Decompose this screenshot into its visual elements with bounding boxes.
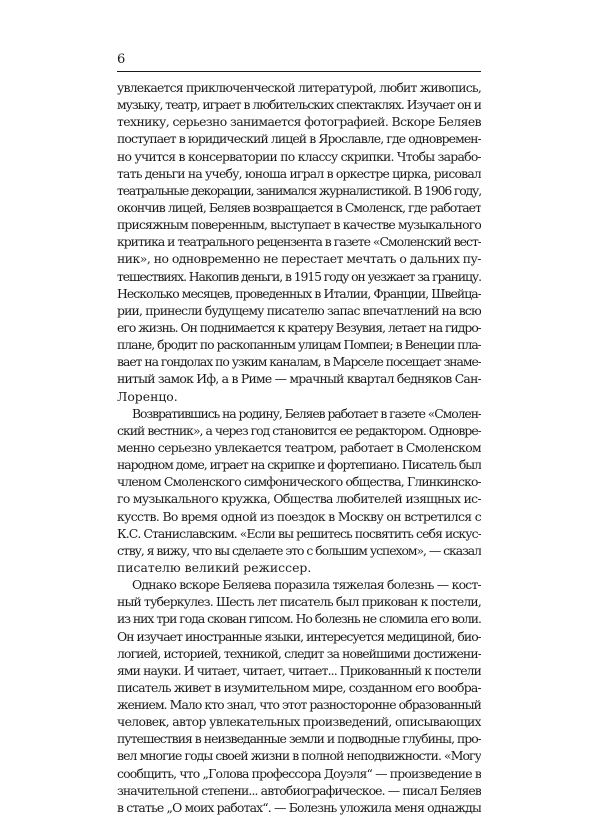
- text-line: Он изучает иностранные языки, интересуется медициной, био-: [117, 628, 481, 644]
- text-line: его жизнь. Он поднимается к кратеру Везувия, летает на гидро-: [117, 319, 481, 335]
- text-line: логией, историей, техникой, следит за новейшими достижени-: [117, 645, 481, 661]
- text-line: из них три года скован гипсом. Но болезнь не сломила его воли.: [117, 611, 481, 627]
- text-line: в статье „О моих работах“. — Болезнь уложила меня однажды: [117, 799, 481, 815]
- page-number: 6: [117, 52, 126, 67]
- text-line: путешествия в неизведанные земли и подводные глубины, про-: [117, 731, 481, 747]
- text-line: сообщить, что „Голова профессора Доуэля“ — произведение в: [117, 765, 481, 781]
- text-line: Несколько месяцев, проведенных в Италии, Франции, Швейца-: [117, 285, 481, 301]
- text-line: членом Смоленского симфонического общества, Глинкинско-: [117, 474, 481, 490]
- text-line: писателю великий режиссер.: [117, 559, 312, 575]
- text-line: жением. Мало кто знал, что этот разносторонне образованный: [117, 697, 481, 713]
- text-line: менно серьезно увлекается театром, работает в Смоленском: [117, 439, 481, 455]
- text-line: человек, автор увлекательных произведений, описывающих: [117, 714, 481, 730]
- text-line: рии, принесли будущему писателю запас впечатлений на всю: [117, 302, 481, 318]
- text-line: Лоренцо.: [117, 388, 178, 404]
- text-line: го музыкального кружка, Общества любителей изящных ис-: [117, 491, 481, 507]
- text-line: поступает в юридический лицей в Ярославле, где одновремен-: [117, 131, 481, 147]
- text-line: тать деньги на учебу, юноша играл в оркестре цирка, рисовал: [117, 165, 481, 181]
- text-line: ями науки. И читает, читает, читает... Прикованный к постели: [117, 662, 481, 678]
- text-line: писатель живет в изумительном мире, созданном его вообра-: [117, 679, 481, 695]
- text-line: ский вестник», а через год становится ее редактором. Одновре-: [117, 422, 481, 438]
- text-line: театральные декорации, занимался журналистикой. В 1906 году,: [117, 182, 481, 198]
- text-line: ник», но одновременно не перестает мечтать о дальних пу-: [117, 251, 481, 267]
- text-line: К.С. Станиславским. «Если вы решитесь посвятить себя искус-: [117, 525, 481, 541]
- header-rule: [117, 71, 481, 72]
- text-line: ный туберкулез. Шесть лет писатель был прикован к постели,: [117, 594, 481, 610]
- text-line: но учится в консерватории по классу скрипки. Чтобы зарабо-: [117, 148, 481, 164]
- text-line: кусств. Во время одной из поездок в Москву он встретился с: [117, 508, 481, 524]
- text-line: окончив лицей, Беляев возвращается в Смоленск, где работает: [117, 199, 481, 215]
- text-line: народном доме, играет на скрипке и фортепиано. Писатель был: [117, 457, 481, 473]
- body-text: [117, 79, 481, 816]
- text-line: плане, бродит по раскопанным улицам Помпеи; в Венеции пла-: [117, 337, 481, 353]
- text-line: Однако вскоре Беляева поразила тяжелая болезнь — кост-: [132, 577, 481, 593]
- text-line: увлекается приключенческой литературой, любит живопись,: [117, 80, 481, 95]
- text-line: тешествиях. Накопив деньги, в 1915 году он уезжает за границу.: [117, 268, 481, 284]
- text-line: технику, серьезно занимается фотографией. Вскоре Беляев: [117, 114, 481, 130]
- text-line: присяжным поверенным, выступает в качестве музыкального: [117, 217, 481, 233]
- text-line: критика и театрального рецензента в газете «Смоленский вест-: [117, 234, 481, 250]
- text-line: нитый замок Иф, а в Риме — мрачный квартал бедняков Сан-: [117, 371, 481, 387]
- text-line: вает на гондолах по узким каналам, в Марселе посещает знаме-: [117, 354, 481, 370]
- text-line: Возвратившись на родину, Беляев работает в газете «Смолен-: [132, 405, 481, 421]
- text-line: ству, я вижу, что вы сделаете это с большим успехом», — сказал: [117, 542, 481, 558]
- text-line: значительной степени... автобиографическое. — писал Беляев: [117, 782, 481, 798]
- text-line: вел многие годы своей жизни в полной неподвижности. «Могу: [117, 748, 481, 764]
- text-line: музыку, театр, играет в любительских спектаклях. Изучает он и: [117, 97, 481, 113]
